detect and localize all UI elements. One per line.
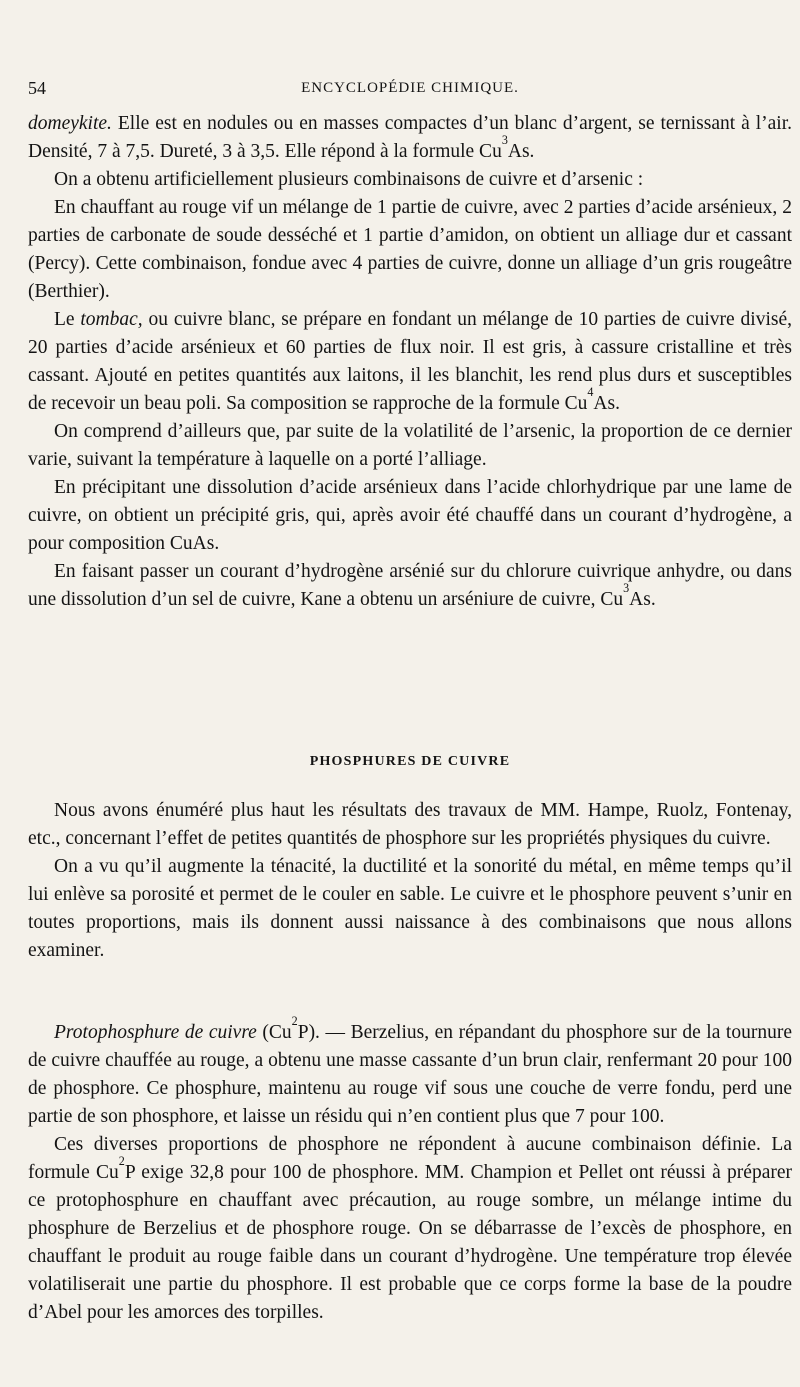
formula-tail: As. — [593, 393, 620, 414]
paragraph-precipitation: En précipitant une dissolution d’acide arsénieux dans l’acide chlorhydrique par une lame de cuivre, on obtient un précipité gris, qui, après avoir été chauffé dans un courant d’hydrogène, a pour composition CuAs. — [28, 477, 792, 554]
paragraph-text: ou cuivre blanc, se prépare en fondant un mélange de 10 parties de cuivre divisé, 20 parties d’acide arsénieux et 60 parties de flux noir. Il est gris, à cassure cristalline et très cassant. Ajouté en petites quantités aux laitons, il les blanchit, les rend plus durs et susceptibles de recevoir un beau poli. Sa composition se rapproche de la formule Cu — [28, 309, 792, 414]
paragraph-domeykite — [28, 110, 792, 166]
paragraph-text: Ces diverses proportions de phosphore ne répondent à aucune combinaison définie. La formule Cu — [28, 1134, 792, 1183]
paragraph-volatility: On comprend d’ailleurs que, par suite de la volatilité de l’arsenic, la proportion de ce dernier varie, suivant la température à laquelle on a porté l’alliage. — [28, 421, 792, 470]
subscript-count: 3 — [501, 133, 508, 148]
paragraph-tombac — [28, 306, 792, 418]
paragraph-properties: On a vu qu’il augmente la ténacité, la ductilité et la sonorité du métal, en même temps qu’il lui enlève sa porosité et permet de le couler en sable. Le cuivre et le phosphore peuvent s’unir en toutes proportions, mais ils donnent aussi naissance à des combinaisons que nous allons examiner. — [28, 856, 792, 961]
formula-lead: (Cu — [256, 1022, 292, 1043]
subscript-count: 3 — [623, 581, 630, 596]
paragraph-previous-results: Nous avons énuméré plus haut les résultats des travaux de MM. Hampe, Ruolz, Fontenay, etc., concernant l’effet de petites quantités de phosphore sur les propriétés physiques du cuivre. — [28, 800, 792, 849]
arsenide-text-block — [28, 110, 792, 614]
subscript-count: 2 — [118, 1154, 125, 1169]
paragraph-lead: Le — [54, 309, 81, 330]
running-head: ENCYCLOPÉDIE CHIMIQUE. — [301, 80, 519, 96]
section-title: PHOSPHURES DE CUIVRE — [309, 754, 511, 769]
paragraph-text: P). — Berzelius, en répandant du phosphore sur de la tournure de cuivre chauffée au rouge, a obtenu une masse cassante d’un brun clair, renfermant 20 pour 100 de phosphore. Ce phosphure, maintenu au rouge vif sous une couche de verre fondu, perd une partie de son phosphore, et laisse un résidu qui n’en contient plus que 7 pour 100. — [28, 1022, 792, 1127]
page-number: 54 — [28, 78, 46, 98]
term-tombac: tombac, — [80, 309, 143, 330]
protophosphide-block — [28, 1014, 792, 1327]
paragraph-artificial-combinations: On a obtenu artificiellement plusieurs combinaisons de cuivre et d’arsenic : — [54, 169, 644, 190]
term-domeykite: domeykite. — [28, 113, 112, 134]
paragraph-text: En faisant passer un courant d’hydrogène arsénié sur du chlorure cuivrique anhydre, ou dans une dissolution d’un sel de cuivre, Kane a obtenu un arséniure de cuivre, Cu — [28, 561, 792, 610]
formula-tail: As. — [629, 589, 656, 610]
paragraph-proportions — [28, 1131, 792, 1327]
subscript-count: 2 — [291, 1014, 298, 1029]
page-header — [28, 78, 792, 104]
phosphide-intro-block — [28, 797, 792, 965]
paragraph-protophosphure — [28, 1014, 792, 1131]
term-protophosphure: Protophosphure de cuivre — [54, 1022, 257, 1043]
paragraph-heating-mixture: En chauffant au rouge vif un mélange de 1 partie de cuivre, avec 2 parties d’acide arsénieux, 2 parties de carbonate de soude desséché et 1 partie d’amidon, on obtient un alliage dur et cassant (Percy). Cette combinaison, fondue avec 4 parties de cuivre, donne un alliage d’un gris rougeâtre (Berthier). — [28, 197, 792, 302]
paragraph-tail: P exige 32,8 pour 100 de phosphore. MM. Champion et Pellet ont réussi à préparer ce protophosphure en chauffant avec précaution, au rouge sombre, un mélange intime du phosphure de Berzelius et de phosphore rouge. On se débarrasse de l’excès de phosphore, en chauffant le produit au rouge faible dans un courant d’hydrogène. Une température trop élevée volatiliserait une partie du phosphore. Il est probable que ce corps forme la base de la poudre d’Abel pour les amorces des torpilles. — [28, 1162, 792, 1323]
subscript-count: 4 — [587, 385, 594, 400]
paragraph-text: Elle est en nodules ou en masses compactes d’un blanc d’argent, se ternissant à l’air. Densité, 7 à 7,5. Dureté, 3 à 3,5. Elle répond à la formule Cu — [28, 113, 792, 162]
paragraph-kane — [28, 558, 792, 614]
formula-tail: As. — [507, 141, 535, 162]
